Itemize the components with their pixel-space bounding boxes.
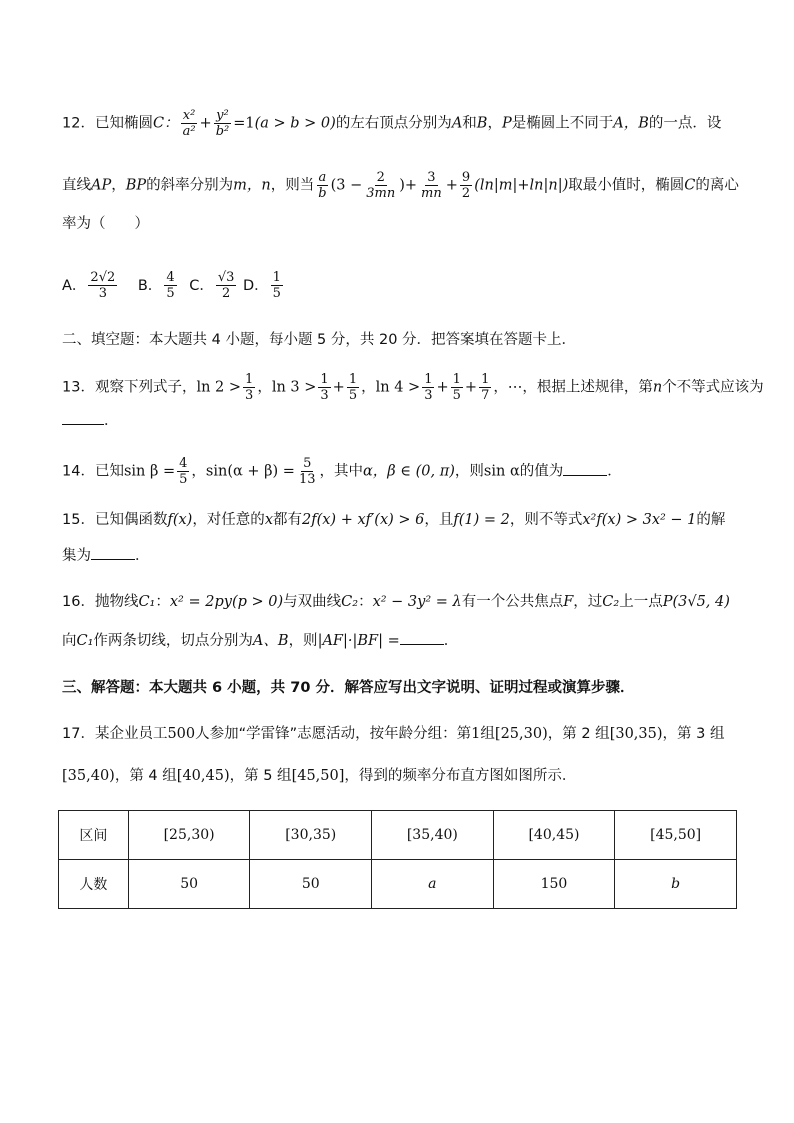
- q16-line2: 向C₁作两条切线，切点分别为A、B，则|AF|·|BF| = ．: [62, 630, 754, 651]
- frac-y2-b2: $\frac{\text{y²}}{\text{b²}}$: [215, 108, 230, 139]
- q12-line1: 12．已知椭圆C： $\frac{\text{x²}}{\text{a²}}$ + $\frac{\text{y²}}{\text{b²}}$ =1(a > b > 0)的左右顶点分别为A和B，P是椭圆上不同于A，B的一点．设: [62, 108, 722, 139]
- table-cell: 人数: [59, 860, 129, 909]
- section3-heading: 三、解答题：本大题共 6 小题，共 70 分．解答应写出文字说明、证明过程或演算步骤．: [62, 680, 635, 696]
- table-cell: [30,35): [250, 811, 372, 860]
- section2-heading: 二、填空题：本大题共 4 小题，每小题 5 分，共 20 分．把答案填在答题卡上．: [62, 332, 577, 348]
- table-cell: 50: [250, 860, 372, 909]
- table-cell: [40,45): [493, 811, 615, 860]
- q16-line1: 16．抛物线C₁：x² = 2py(p > 0)与双曲线C₂：x² − 3y² = λ有一个公共焦点F，过C₂上一点P(3√5, 4): [62, 594, 730, 610]
- table-cell: 50: [128, 860, 250, 909]
- table-row-header: [59, 811, 737, 860]
- option-d[interactable]: D． $\frac{1}{5}$: [243, 270, 281, 301]
- table-row: [59, 860, 737, 909]
- q15-line2: 集为 ．: [62, 545, 754, 566]
- table-cell: 区间: [59, 811, 129, 860]
- q13-line1: 13．观察下列式子，ln 2 > $\frac{1}{3}$ ，ln 3 > $\frac{1}{3}$ + $\frac{1}{5}$ ，ln 4 > $\frac{1}{3}$ + $\frac{1}{5}$ + $\frac{1}{7}$ ，⋯，根据上述规律，第n个不等式应该为: [62, 372, 764, 403]
- table-cell: [45,50]: [615, 811, 737, 860]
- answer-blank-16[interactable]: [400, 630, 444, 645]
- table-cell: b: [615, 860, 737, 909]
- q13-line2: ．: [62, 410, 754, 431]
- q12-options: [62, 270, 754, 301]
- answer-blank-15[interactable]: [91, 545, 135, 560]
- answer-blank-14[interactable]: [563, 461, 607, 476]
- frac-9-2: $\frac{9}{2}$: [461, 170, 471, 201]
- answer-blank-13[interactable]: [62, 410, 104, 425]
- frac-a-b: $\frac{a}{b}$: [318, 170, 327, 201]
- q15-line1: 15．已知偶函数f(x)，对任意的x都有2f(x) + xf′(x) > 6，且f(1) = 2，则不等式x²f(x) > 3x² − 1的解: [62, 512, 726, 528]
- table-cell: [35,40): [372, 811, 494, 860]
- frac-3-mn: $\frac{3}{mn}$: [421, 170, 442, 201]
- q14-line: 14．已知sin β = $\frac{4}{5}$ ，sin(α + β) = $\frac{5}{13}$ ，其中α，β ∈ (0, π)，则sin α的值为 ．: [62, 456, 622, 487]
- table-cell: 150: [493, 860, 615, 909]
- q12-line2: 直线AP，BP的斜率分别为m，n，则当 $\frac{a}{b}$ (3 − $\frac{2}{3mn}$ )+ $\frac{3}{mn}$ + $\frac{9}{2}$ (ln|m|+ln|n|)取最小值时，椭圆C的离心: [62, 170, 739, 201]
- table-cell: a: [372, 860, 494, 909]
- option-c[interactable]: C． $\frac{√3}{2}$: [189, 270, 235, 301]
- q17-line2: [35,40)，第 4 组[40,45)，第 5 组[45,50]，得到的频率分布直方图如图所示．: [62, 768, 577, 784]
- frac-2-3mn: $\frac{2}{3mn}$: [366, 170, 396, 201]
- table-cell: [25,30): [128, 811, 250, 860]
- option-a[interactable]: A． $\frac{2√2}{3}$: [62, 270, 116, 301]
- option-b[interactable]: B． $\frac{4}{5}$: [137, 270, 175, 301]
- frac-x2-a2: $\frac{\text{x²}}{\text{a²}}$: [182, 108, 196, 139]
- q12-line3: 率为（ ）: [62, 216, 149, 232]
- age-group-table: [58, 810, 737, 909]
- q17-line1: 17．某企业员工500人参加“学雷锋”志愿活动，按年龄分组：第1组[25,30)，第 2 组[30,35)，第 3 组: [62, 726, 725, 742]
